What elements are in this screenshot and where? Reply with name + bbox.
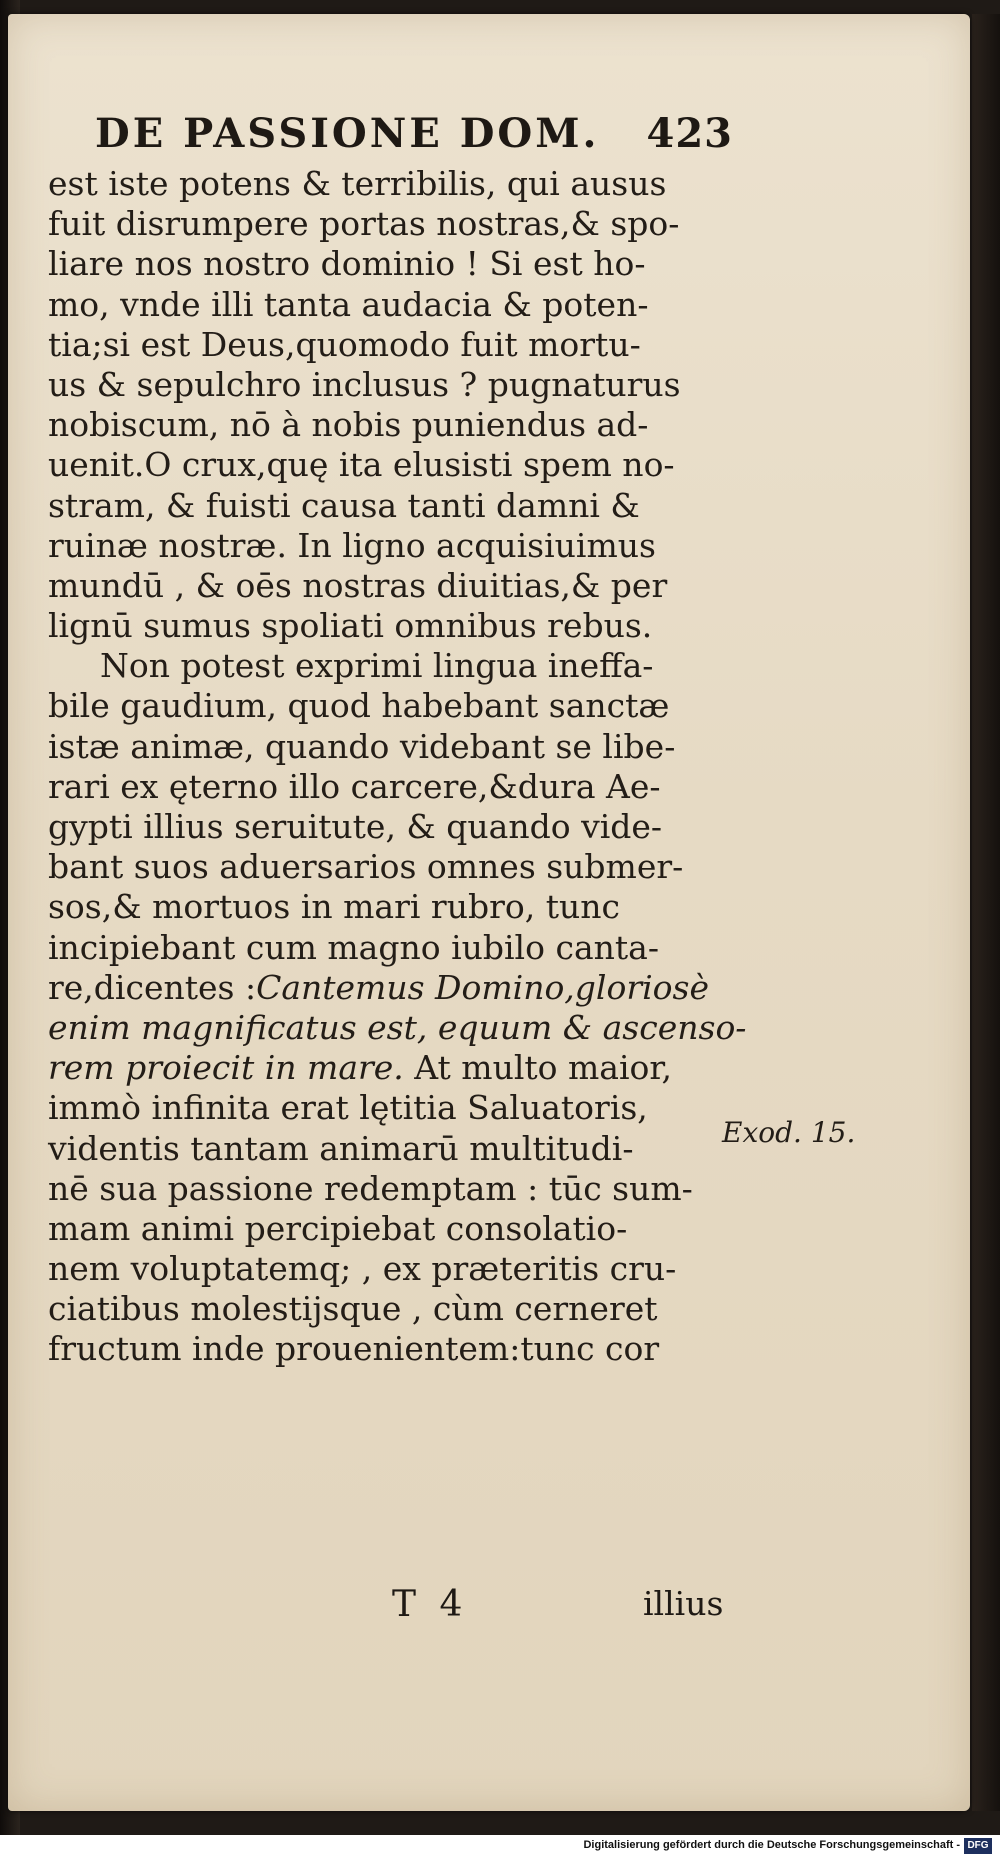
text-line: mundū , & oēs nostras diuitias,& per — [48, 565, 668, 605]
text-line: gypti illius seruitute, & quando vide- — [48, 807, 663, 846]
catchword: illius — [643, 1584, 724, 1623]
text-line: bile gaudium, quod habebant sanctæ — [48, 686, 670, 726]
text-segment: re,dicentes : — [48, 967, 257, 1007]
text-line: videntis tantam animarū multitudi- — [48, 1128, 634, 1168]
book-edge — [972, 14, 1000, 1811]
text-line: mo, vnde illi tanta audacia & poten- — [48, 284, 649, 324]
running-header — [95, 110, 733, 160]
text-line — [48, 968, 748, 1008]
digitization-credit: Digitalisierung gefördert durch die Deutsche Forschungsgemeinschaft - — [583, 1839, 960, 1851]
text-line — [48, 1048, 748, 1088]
marginal-note: Exod. 15. — [722, 1116, 856, 1149]
text-line: istæ animæ, quando videbant se libe- — [48, 726, 676, 766]
text-line: tia;si est Deus,quomodo fuit mortu- — [48, 324, 641, 364]
text-line: Non potest exprimi lingua ineffa- — [100, 646, 654, 686]
text-line: immò infinita erat lętitia Saluatoris, — [48, 1088, 648, 1128]
text-segment: At multo maior, — [403, 1048, 673, 1088]
text-line: est iste potens & terribilis, qui ausus — [48, 164, 667, 203]
text-line: stram, & fuisti causa tanti damni & — [48, 485, 640, 525]
running-title: DE PASSIONE DOM. — [95, 110, 600, 157]
text-line: incipiebant cum magno iubilo canta- — [48, 927, 659, 967]
signature-mark: T 4 — [392, 1584, 469, 1625]
text-line: mam animi percipiebat consolatio- — [48, 1208, 628, 1248]
page-number: 423 — [646, 110, 733, 157]
text-line: nem voluptatemq; , ex præteritis cru- — [48, 1249, 677, 1289]
text-line: us & sepulchro inclusus ? pugnaturus — [48, 364, 681, 404]
text-line: fructum inde prouenientem:tunc cor — [48, 1329, 660, 1369]
text-line: uenit.O crux,quę ita elusisti spem no- — [48, 445, 675, 485]
italic-quote-line: enim magnificatus est, equum & ascenso- — [48, 1007, 747, 1047]
italic-quote: Cantemus Domino,gloriosè — [256, 967, 710, 1007]
body-text — [48, 164, 748, 1370]
dfg-logo-icon: DFG — [964, 1838, 992, 1854]
text-line: nobiscum, nō à nobis puniendus ad- — [48, 405, 649, 445]
text-line: bant suos aduersarios omnes submer- — [48, 847, 684, 887]
text-line: lignū sumus spoliati omnibus rebus. — [48, 606, 653, 646]
text-line: nē sua passione redemptam : tūc sum- — [48, 1168, 693, 1208]
text-line: liare nos nostro dominio ! Si est ho- — [48, 244, 646, 284]
text-line: rari ex ęterno illo carcere,&dura Ae- — [48, 766, 661, 806]
text-line: sos,& mortuos in mari rubro, tunc — [48, 887, 620, 927]
text-line: ciatibus molestijsque , cùm cerneret — [48, 1289, 658, 1329]
text-line: ruinæ nostræ. In ligno acquisiuimus — [48, 525, 656, 565]
text-line: fuit disrumpere portas nostras,& spo- — [48, 204, 680, 244]
italic-quote: rem proiecit in mare. — [48, 1048, 404, 1088]
